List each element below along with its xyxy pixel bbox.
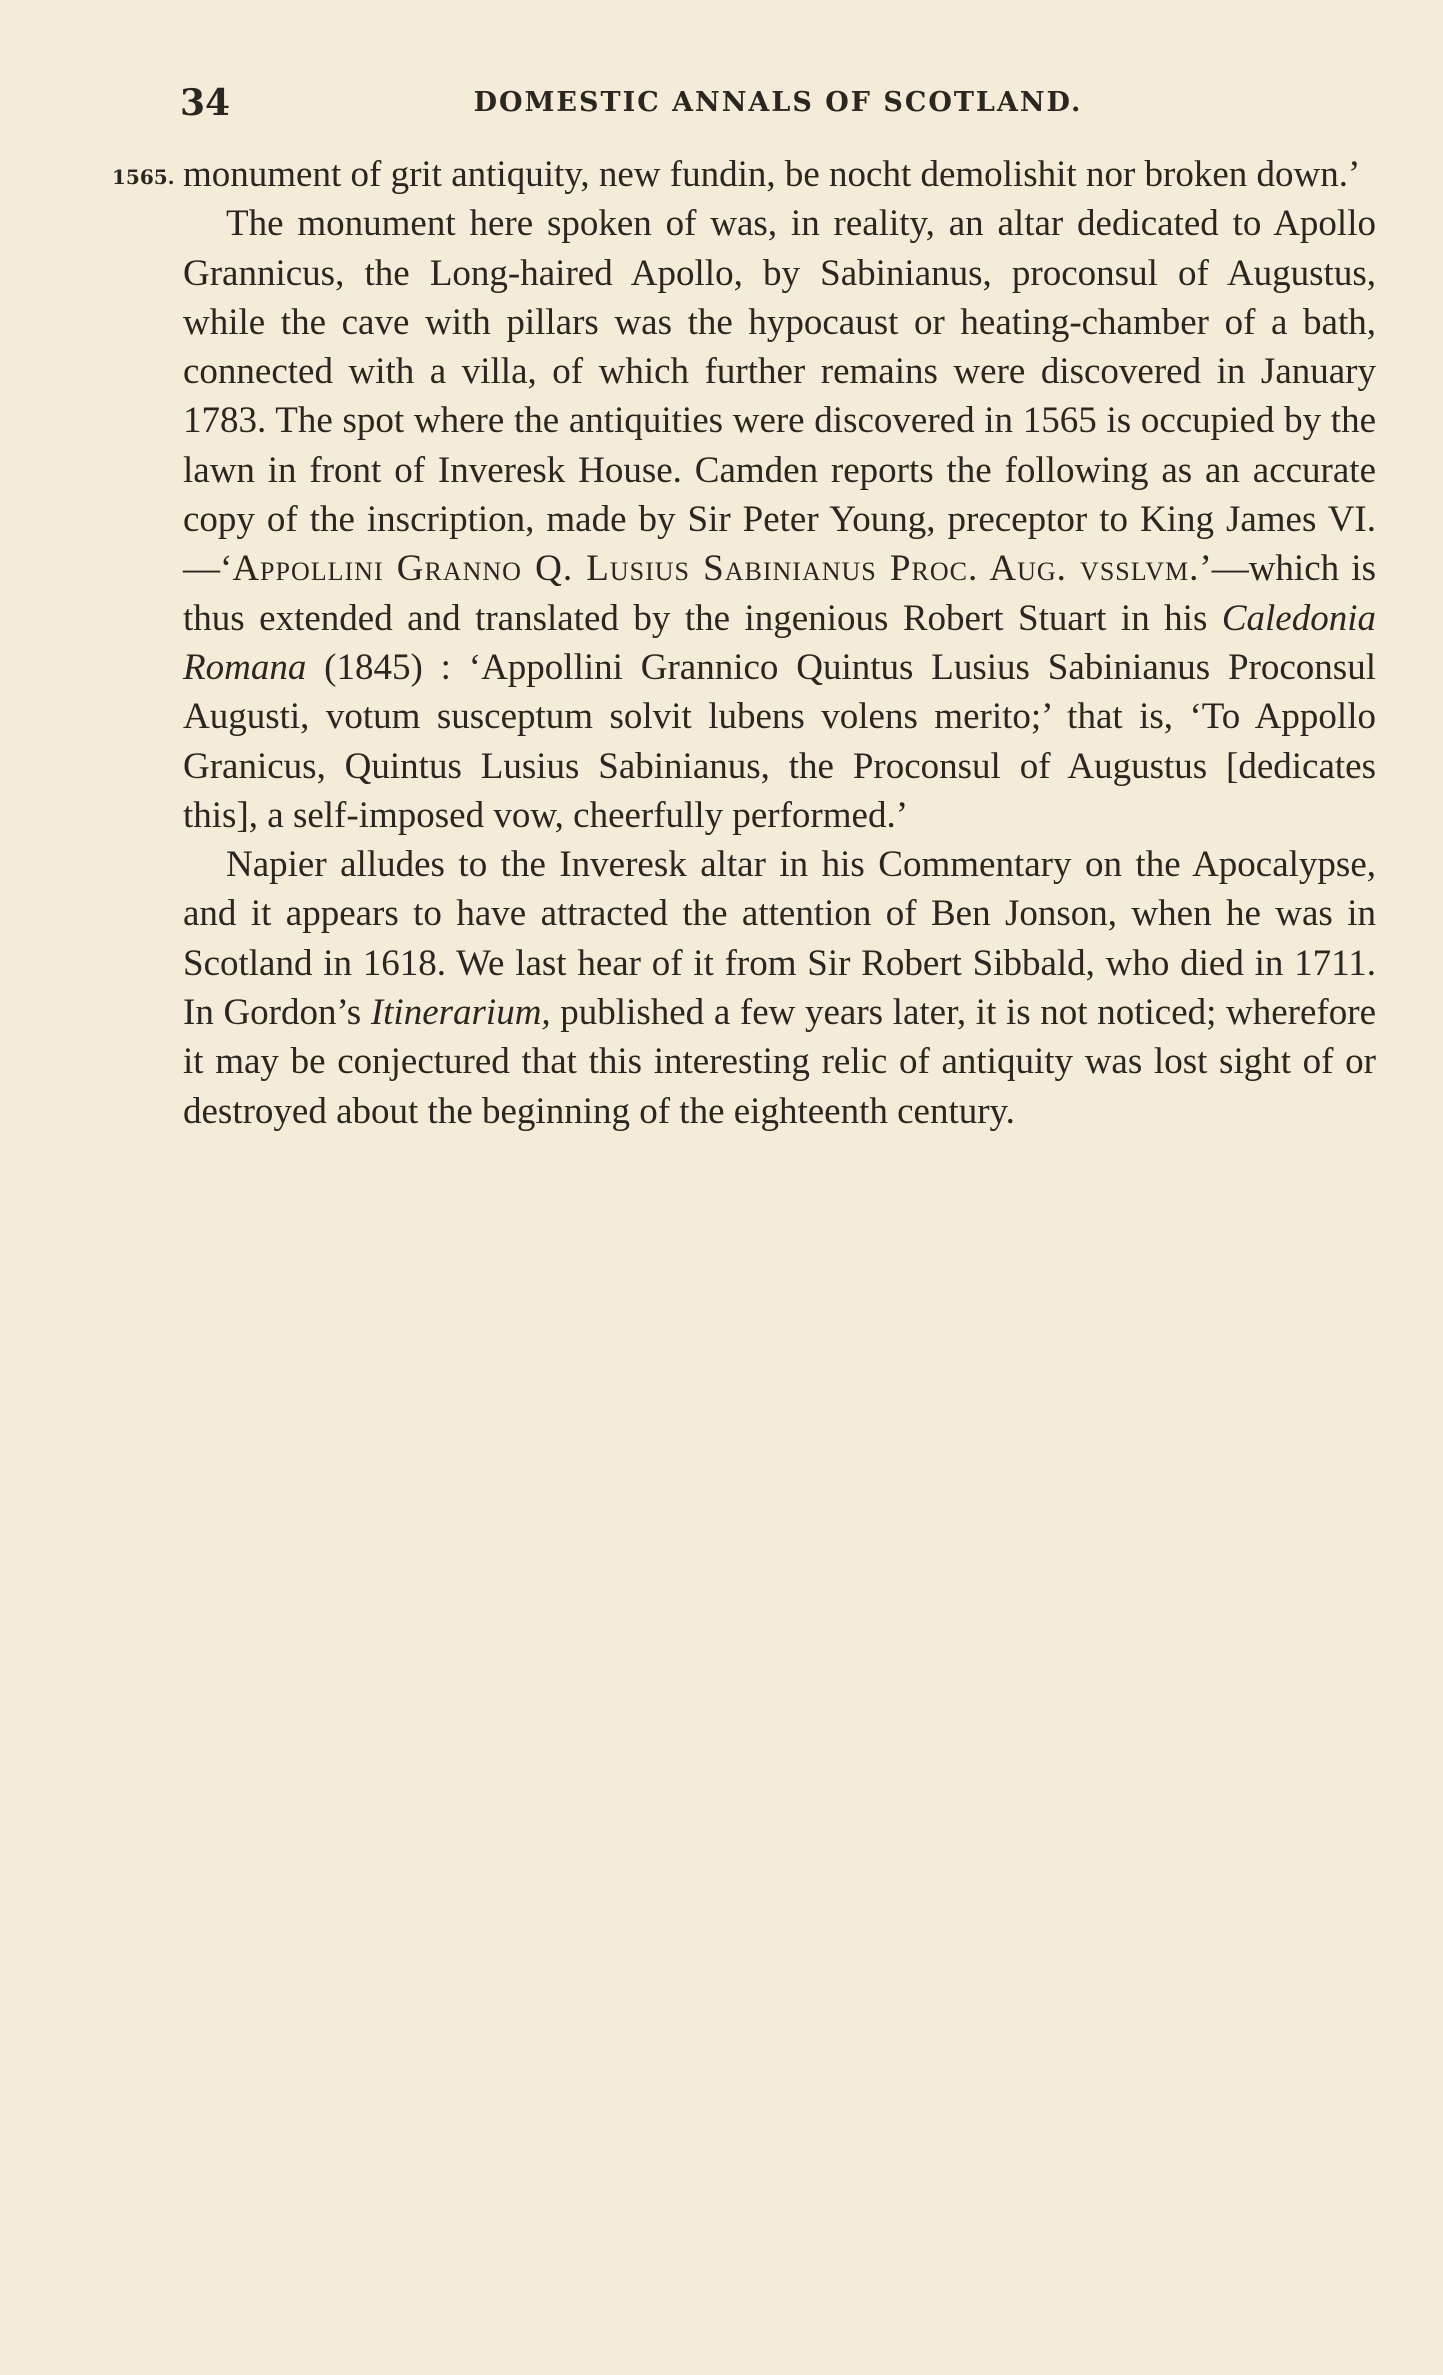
work-title-itinerarium: Itinerarium, xyxy=(370,992,551,1034)
margin-year-note: 1565. xyxy=(112,165,175,189)
paragraph-3-text-b: published a few years later, it is not noticed; wherefore it may be conjectured that this interesting relic of antiquity was lost sight of or destroyed about the beginning of the eighteenth century. xyxy=(183,992,1376,1132)
page-number: 34 xyxy=(180,82,231,124)
inscription-text: Appollini Granno Q. Lusius Sabinianus Proc. Aug. vsslvm. xyxy=(232,548,1200,590)
page-header xyxy=(180,78,1376,128)
paragraph-2-text-a: The monument here spoken of was, in reality, an altar dedicated to Apollo Grannicus, the Long-haired Apollo, by Sabinianus, proconsul of Augustus, while the cave with pillars was the hypocaust or heating-chamber of a bath, connected with a villa, of which further remains were discovered in January 1783. The spot where the antiquities were discovered in 1565 is occupied by the lawn in front of Inveresk House. Camden reports the following as an accurate copy of the inscription, made by Sir Peter Young, preceptor to King James VI.—‘ xyxy=(183,203,1376,590)
running-head: DOMESTIC ANNALS OF SCOTLAND. xyxy=(473,87,1083,118)
paragraph-2 xyxy=(183,199,1376,840)
paragraph-3-text-a: Napier alludes to the Inveresk altar in his Commentary on the Apocalypse, and it appears to have attracted the attention of Ben Jonson, when he was in Scotland in 1618. We last hear of it from Sir Robert Sibbald, who died in 1711. In Gordon’s xyxy=(183,844,1376,1034)
paragraph-2-text-b: ’—which is thus extended and translated by the ingenious Robert Stuart in his xyxy=(183,548,1376,639)
work-title-caledonia-romana: Caledonia Romana xyxy=(183,597,1376,688)
paragraph-3 xyxy=(183,840,1376,1136)
paragraph-1: monument of grit antiquity, new fundin, be nocht demolishit nor broken down.’ xyxy=(183,154,1361,195)
paragraph-2-text-c: (1845) : ‘Appollini Grannico Quintus Lusius Sabinianus Proconsul Augusti, votum susceptum solvit lubens volens merito;’ that is, ‘To Appollo Granicus, Quintus Lusius Sabinianus, the Proconsul of Augustus [dedicates this], a self-imposed vow, cheerfully performed.’ xyxy=(183,646,1376,836)
body-text xyxy=(183,150,1376,1136)
